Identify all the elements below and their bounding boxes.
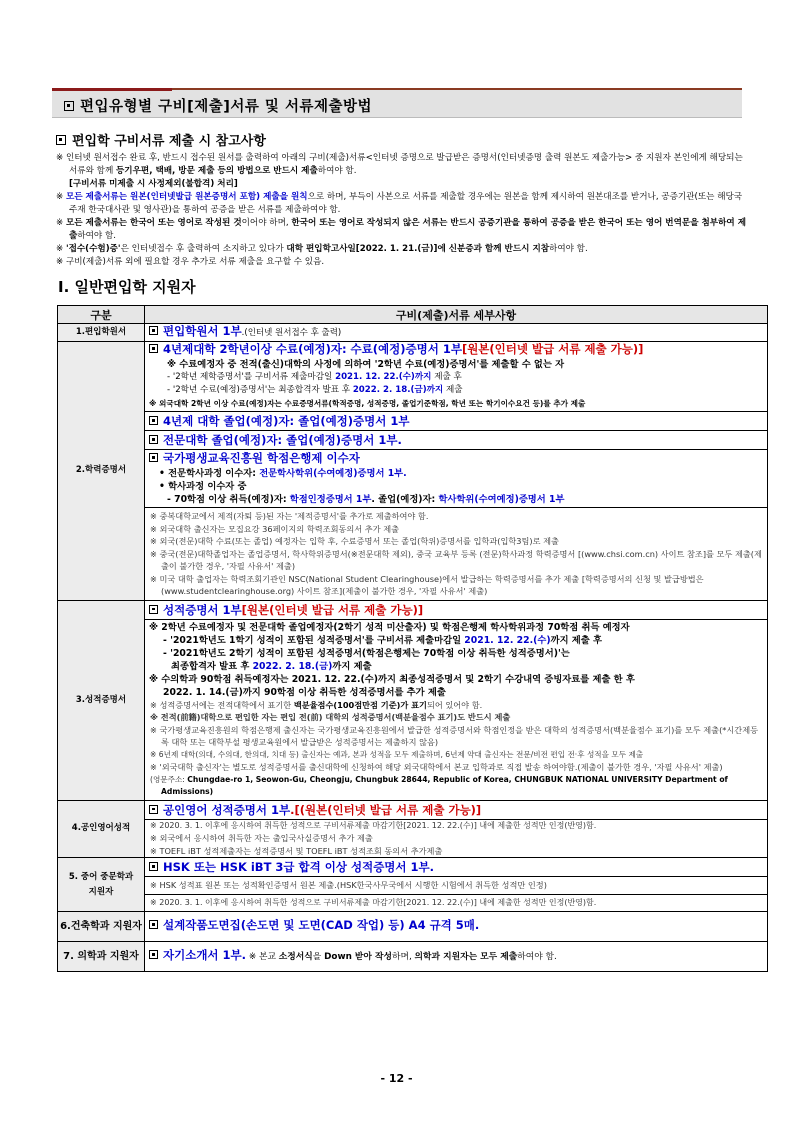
banner-title: 편입유형별 구비[제출]서류 및 서류제출방법 bbox=[80, 99, 373, 115]
ref-title: 편입학 구비서류 제출 시 참고사항 bbox=[72, 134, 266, 149]
row-details: 성적증명서 1부[원본(인터넷 발급 서류 제출 가능)] ※ 2학년 수료예정자 및 전문대학 졸업예정자(2학기 성적 미산출자) 및 학점은행제 학사학위과정 70학점 취득 예정자 - '2021학년도 1학기 성적이 포함된 성적증명서'를 구비서류 제출마감일 2021. 12. 22.(수)까지 제출 후 - '2021학년도 2학기 성적이 포함된 성적증명서(학점은행제는 70학점 이상 취득한 성적증명서)'는 최종합격자 발표 후 2022. 2. 18.(금)까지 제출 ※ 수의학과 90학점 취득예정자는 2021. 12. 22.(수)까지 최종성적증명서 및 2학기 수강내역 증빙자료를 제출 한 후 2022. 1. 14.(금)까지 90학점 이상 취득한 성적증명서를 추가 제출 ※ 성적증명서에는 전적대학에서 표기한 백분율점수(100점만점 기준)가 표기되어 있어야 함. ※ 전적(前籍)대학으로 편입한 자는 편입 전(前) 대학의 성적증명서(백분율점수 표기)도 반드시 제출 ※ 국가평생교육진흥원의 학점은행제 출신자는 국가평생교육진흥원에서 발급한 성적증명서와 학점인정을 받은 대학의 성적증명서(백분율점수 표기)를 모두 제출(*시간제등록 대학 또는 대학부설 평생교육원에서 발급받은 성적증명서는 제출하지 않음) ※ 6년제 대학(의대, 수의대, 한의대, 치대 등) 출신자는 예과, 본과 성적을 모두 제출하며, 6년제 약대 출신자는 전문/비전 편입 전·후 성적을 모두 제출 ※ '외국대학 출신자'는 별도로 성적증명서를 출신대학에 신청하여 해당 외국대학에서 본교 입학과로 직접 발송 하여야함.(제출이 불가한 경우, '자필 사유서' 제출) (영문주소: Chungdae-ro 1, Seowon-Gu, Cheongju, Chungbuk 28644, Republic of Korea, CHUNGBUK NATIONAL UNIVERSITY Department of Admissions) bbox=[145, 600, 768, 800]
row-category: 7. 의학과 지원자 bbox=[58, 942, 145, 972]
banner-accent-line bbox=[52, 88, 172, 91]
table-row bbox=[58, 342, 768, 601]
square-bullet-icon bbox=[149, 605, 158, 614]
row-category: 5. 중어 중문학과 지원자 bbox=[58, 858, 145, 912]
note-2: ※ 모든 제출서류는 원본(인터넷발급 원본증명서 포함) 제출을 원칙으로 하며, 부득이 사본으로 서류를 제출할 경우에는 원본을 함께 제시하여 원본대조를 받거나, 공증기관(또는 해당국 주재 한국대사관 및 영사관)을 통하여 공증을 받은 서류를 제출하여야 함. bbox=[56, 192, 743, 215]
row-category: 2.학력증명서 bbox=[58, 342, 145, 601]
row-category: 1.편입학원서 bbox=[58, 324, 145, 342]
square-bullet-icon bbox=[149, 862, 158, 871]
table-row bbox=[58, 942, 768, 972]
section-title: Ⅰ. 일반편입학 지원자 bbox=[58, 278, 196, 296]
row-details: 공인영어 성적증명서 1부.[(원본(인터넷 발급 서류 제출 가능)] ※ 2020. 3. 1. 이후에 응시하여 취득한 성적으로 구비서류제출 마감기한[2021. 12. 22.(수)] 내에 제출한 성적만 인정(반영)함. ※ 외국에서 응시하여 취득한 자는 출입국사실증명서 추가 제출 ※ TOEFL iBT 성적제출자는 성적증명서 및 TOEFL iBT 성적조회 동의서 추가제출 bbox=[145, 800, 768, 858]
banner-title-wrap bbox=[64, 95, 372, 116]
row-details: 자기소개서 1부. ※ 본교 소정서식을 Down 받아 작성하며, 의학과 지원자는 모두 제출하여야 함. bbox=[145, 942, 768, 972]
row-details: 4년제대학 2학년이상 수료(예정)자: 수료(예정)증명서 1부[원본(인터넷 발급 서류 제출 가능)] ※ 수료예정자 중 전적(출신)대학의 사정에 의하여 '2학년 수료(예정)증명서'를 제출할 수 없는 자 - '2학년 제학증명서'를 구비서류 제출마감일 2021. 12. 22.(수)까지 제출 후 - '2학년 수료(예정)증명서'는 최종합격자 발표 후 2022. 2. 18.(금)까지 제출 ※ 외국대학 2학년 이상 수료(예정)자는 수료증명서류(학적증명, 성적증명, 졸업기준학점, 학년 또는 학기이수요건 등)를 추가 제출 4년제 대학 졸업(예정)자: 졸업(예정)증명서 1부 전문대학 졸업(예정)자: 졸업(예정)증명서 1부. 국가평생교육진흥원 학점은행제 이수자 • 전문학사과정 이수자: 전문학사학위(수여예정)증명서 1부. • 학사과정 이수자 중 - 70학점 이상 취득(예정)자: 학점인정증명서 1부. 졸업(예정)자: 학사학위(수여예정)증명서 1부 ※ 중복대학교에서 제적(자퇴 등)된 자는 '제적증명서'를 추가로 제출하여야 함. ※ 외국대학 출신자는 모집요강 36페이지의 학력조회동의서 추가 제출 ※ 외국(전문)대학 수료(또는 졸업) 예정자는 입학 후, 수료증명서 또는 졸업(학위)증명서를 입학과(입학3팀)로 제출 ※ 중국(전문)대학졸업자는 졸업증명서, 학사학위증명서(※전문대학 제외), 중국 교육부 등록 (전문)학사과정 학력증명서 [(www.chsi.com.cn) 사이트 참조]를 모두 제출(제출이 불가한 경우, '자필 사유서' 제출) ※ 미국 대학 출업자는 학력조회기관인 NSC(National Student Clearinghouse)에서 발급하는 학력증명서를 추가 제출 [학력증명서의 신청 및 발급방법은(www.studentclearinghouse.org) 사이트 참조](제출이 불가한 경우, '자필 사유서' 제출) bbox=[145, 342, 768, 601]
square-bullet-icon bbox=[149, 344, 158, 353]
table-row bbox=[58, 858, 768, 912]
note-3: ※ 모든 제출서류는 한국어 또는 영어로 작성된 것이어야 하며, 한국어 또는 영어로 작성되지 않은 서류는 반드시 공증기관을 통하여 공증을 받은 한국어 또는 영어 번역문을 첨부하여 제출하여야 함. bbox=[56, 218, 746, 241]
row-category: 4.공인영어성적 bbox=[58, 800, 145, 858]
documents-table bbox=[57, 305, 768, 972]
table-row bbox=[58, 800, 768, 858]
col-header-details: 구비(제출)서류 세부사항 bbox=[145, 306, 768, 324]
square-bullet-icon bbox=[149, 435, 158, 444]
table-row bbox=[58, 600, 768, 800]
square-bullet-icon bbox=[64, 101, 74, 111]
square-bullet-icon bbox=[149, 416, 158, 425]
table-row bbox=[58, 912, 768, 942]
page-number: - 12 - bbox=[380, 1072, 413, 1085]
note-4: ※ '접수(수험)증'은 인터넷접수 후 출력하여 소지하고 있다가 대학 편입학고사일[2022. 1. 21.(금)]에 신분증과 함께 반드시 지참하여야 함. bbox=[56, 244, 588, 254]
row-details: 설계작품도면집(손도면 및 도면(CAD 작업) 등) A4 규격 5매. bbox=[145, 912, 768, 942]
square-bullet-icon bbox=[149, 453, 158, 462]
table-row bbox=[58, 324, 768, 342]
note-5: ※ 구비(제출)서류 외에 필요할 경우 추가로 서류 제출을 요구할 수 있음. bbox=[56, 257, 325, 267]
row-details: HSK 또는 HSK iBT 3급 합격 이상 성적증명서 1부. ※ HSK 성적표 원본 또는 성적확인증명서 원본 제출.(HSK한국사무국에서 시행한 시험에서 취득한 성적만 인정) ※ 2020. 3. 1. 이후에 응시하여 취득한 성적으로 구비서류제출 마감기한[2021. 12. 22.(수)] 내에 제출한 성적만 인정(반영)함. bbox=[145, 858, 768, 912]
reference-notes bbox=[56, 130, 746, 269]
row-category: 3.성적증명서 bbox=[58, 600, 145, 800]
note-1: ※ 인터넷 원서접수 완료 후, 반드시 접수된 원서를 출력하여 아래의 구비(제출)서류<인터넷 증명으로 발급받은 증명서(인터넷증명 출력 원본도 제출가능> 중 지원자 본인에게 해당되는 서류와 함께 등기우편, 택배, 방문 제출 등의 방법으로 반드시 제출하여야 함. [구비서류 미제출 시 사정제외(불합격) 처리] bbox=[56, 153, 743, 189]
section-banner bbox=[52, 88, 742, 118]
square-bullet-icon bbox=[149, 326, 158, 335]
ref-title-wrap bbox=[56, 130, 746, 149]
col-header-category: 구분 bbox=[58, 306, 145, 324]
row-category: 6.건축학과 지원자 bbox=[58, 912, 145, 942]
square-bullet-icon bbox=[149, 805, 158, 814]
table-header-row bbox=[58, 306, 768, 324]
square-bullet-icon bbox=[149, 920, 158, 929]
square-bullet-icon bbox=[56, 135, 66, 145]
square-bullet-icon bbox=[149, 950, 158, 959]
row-details: 편입학원서 1부.(인터넷 원서접수 후 출력) bbox=[145, 324, 768, 342]
